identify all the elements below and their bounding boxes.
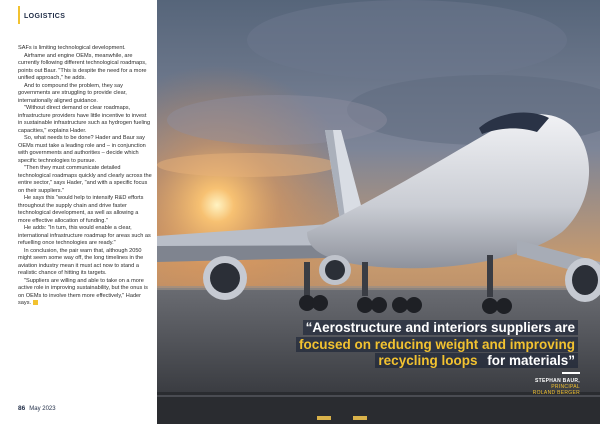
page-number: 86 (18, 405, 26, 412)
article-body (18, 45, 152, 308)
article-paragraph: "Then they must communicate detailed technological roadmaps quickly and clearly across the entire sector," says Hader, "and with a specific focus on their suppliers." (18, 165, 152, 194)
quote-attribution (533, 378, 580, 396)
pull-quote-text-2: for materials” (480, 353, 578, 368)
end-of-article-mark (33, 300, 38, 305)
article-paragraph: So, what needs to be done? Hader and Baur say OEMs must take a leading role and – in conjunction with governments and authorities – decide which specific technologies to pursue. (18, 135, 146, 164)
page-folio (18, 405, 56, 412)
article-last-paragraph-text: "Suppliers are willing and able to take on a more active role in improving sustainability, but the onus is on OEMs to involve them more effectively," Hader says. (18, 277, 148, 306)
pull-quote (278, 320, 578, 370)
text-column (0, 0, 157, 424)
section-label: LOGISTICS (24, 13, 66, 20)
attribution-role: PRINCIPAL (551, 384, 580, 390)
article-paragraph: SAFs is limiting technological development. (18, 45, 126, 51)
attribution-rule (562, 372, 580, 374)
article-paragraph: He says this "would help to intensify R&D efforts throughout the supply chain and drive faster technological development, as well as allowing a more effective allocation of funding." (18, 195, 144, 224)
section-accent-bar (18, 6, 20, 24)
issue-date: May 2023 (29, 406, 56, 412)
article-paragraph (18, 278, 152, 308)
article-paragraph: And to compound the problem, they say governments are struggling to provide clear, internationally aligned guidance. (18, 82, 127, 104)
pull-quote-text-1: “Aerostructure and interiors suppliers are (303, 320, 578, 335)
article-paragraph: He adds: "In turn, this would enable a clear, international infrastructure roadmap for areas such as refuelling once technologies are ready." (18, 225, 151, 246)
article-paragraph: "Without direct demand or clear roadmaps, infrastructure providers have little incentive to invest in sustainable infrastructure such as hydrogen fueling capacities," explains Hader. (18, 105, 151, 134)
pull-quote-highlight: focused on reducing weight and improving recycling loops (296, 337, 578, 369)
attribution-company: ROLAND BERGER (532, 390, 580, 396)
article-paragraph: In conclusion, the pair warn that, although 2050 might seem some way off, the long timelines in the aviation industry mean it must act now to stand a realistic chance of hitting its targets. (18, 247, 144, 276)
article-paragraph: Airframe and engine OEMs, meanwhile, are currently following different technological roadmaps, points out Baur. "This is despite the need for a more unified approach," he adds. (18, 52, 147, 81)
attribution-name: STEPHAN BAUR, (534, 378, 580, 384)
